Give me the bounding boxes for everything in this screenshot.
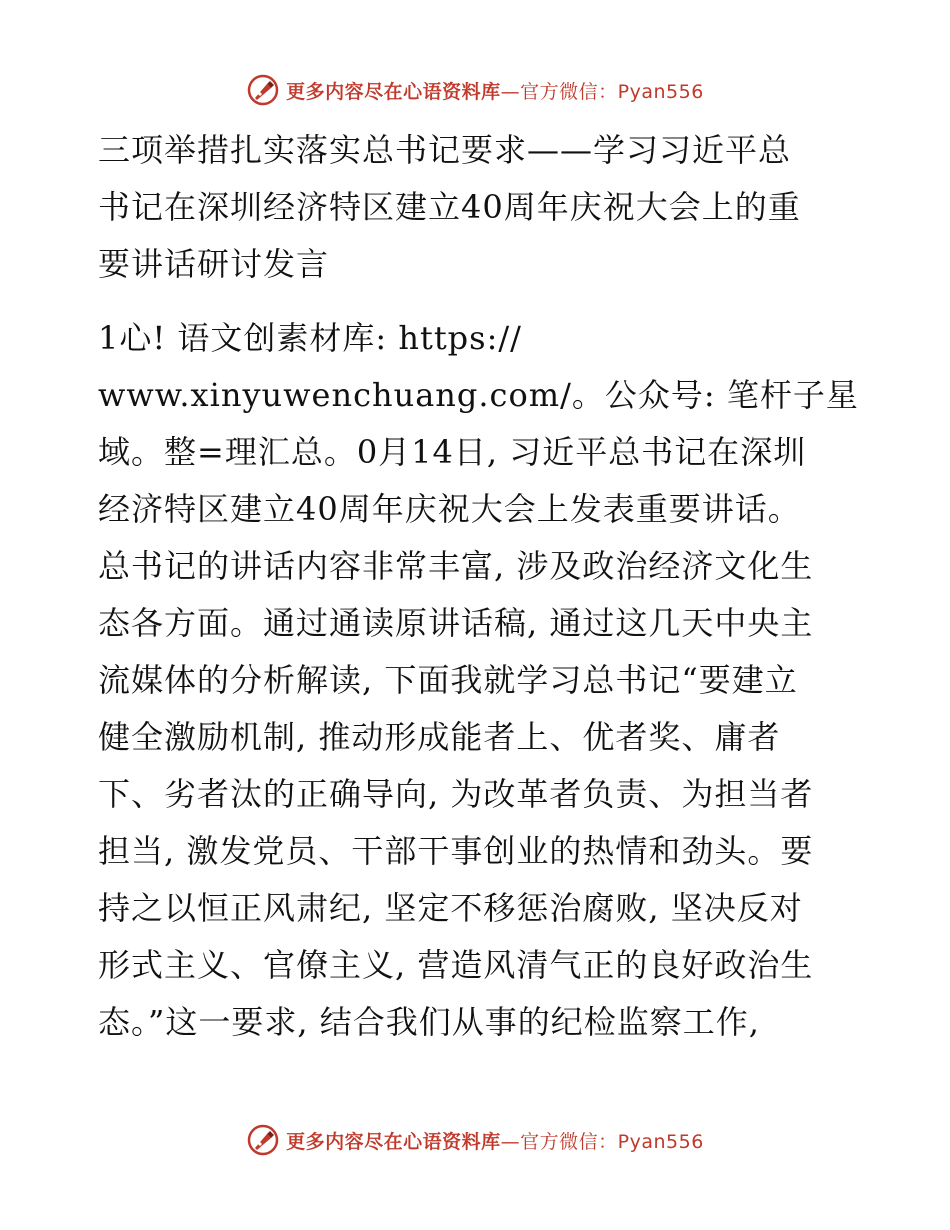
body-line: 1心! 语文创素材库: https:// <box>98 319 522 357</box>
body-line: 健全激励机制, 推动形成能者上、优者奖、庸者 <box>98 718 781 756</box>
document-title <box>98 122 858 293</box>
body-line: 形式主义、官僚主义, 营造风清气正的良好政治生 <box>98 946 814 984</box>
pen-nib-logo-icon <box>246 73 280 107</box>
body-line: 总书记的讲话内容非常丰富, 涉及政治经济文化生 <box>98 547 814 585</box>
document-body <box>98 310 858 1051</box>
body-line: 流媒体的分析解读, 下面我就学习总书记“要建立 <box>98 661 798 699</box>
body-line: 持之以恒正风肃纪, 坚定不移惩治腐败, 坚决反对 <box>98 889 803 927</box>
body-line: 域。整=理汇总。0月14日, 习近平总书记在深圳 <box>98 433 807 471</box>
header-watermark <box>0 70 950 110</box>
body-line: 态各方面。通过通读原讲话稿, 通过这几天中央主 <box>98 604 814 642</box>
pen-nib-logo-icon <box>246 1123 280 1157</box>
body-line: 经济特区建立40周年庆祝大会上发表重要讲话。 <box>98 490 801 528</box>
body-line: 态。”这一要求, 结合我们从事的纪检监察工作, <box>98 1003 760 1041</box>
title-line: 三项举措扎实落实总书记要求——学习习近平总 <box>98 131 792 169</box>
body-line: 下、劣者汰的正确导向, 为改革者负责、为担当者 <box>98 775 814 813</box>
title-line: 书记在深圳经济特区建立40周年庆祝大会上的重 <box>98 188 801 226</box>
footer-watermark <box>0 1120 950 1160</box>
body-line: www.xinyuwenchuang.com/。公众号: 笔杆子星 <box>98 376 859 414</box>
watermark-text: 更多内容尽在心语资料库—官方微信：Pyan556 <box>286 80 704 103</box>
body-line: 担当, 激发党员、干部干事创业的热情和劲头。要 <box>98 832 814 870</box>
title-line: 要讲话研讨发言 <box>98 245 330 283</box>
watermark-text: 更多内容尽在心语资料库—官方微信：Pyan556 <box>286 1130 704 1153</box>
